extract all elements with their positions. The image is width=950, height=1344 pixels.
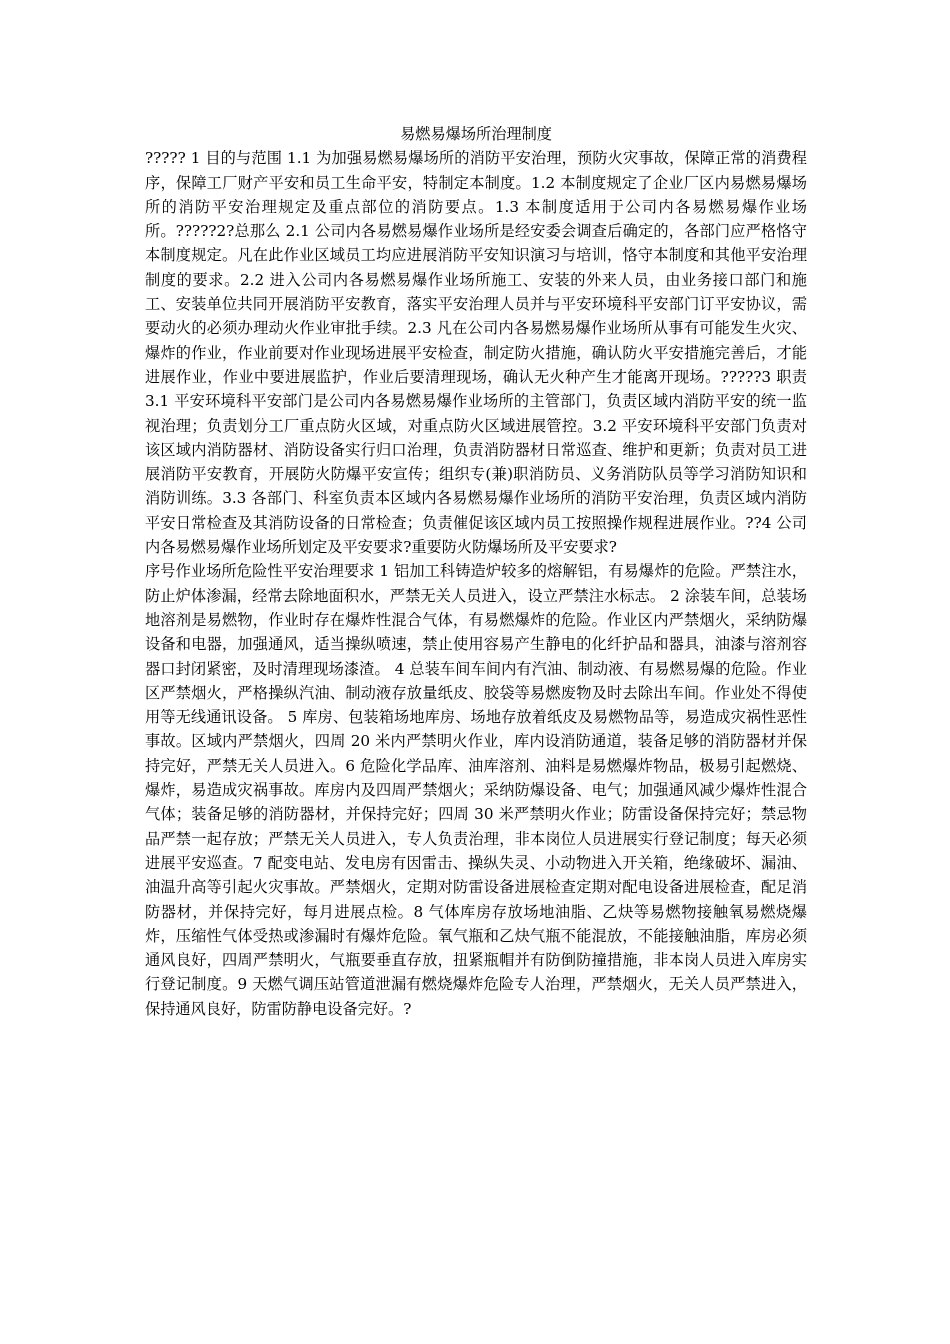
body-paragraph-2: 序号作业场所危险性平安治理要求 1 铝加工科铸造炉较多的熔解铝，有易爆炸的危险。严禁注水，防止炉体渗漏，经常去除地面积水，严禁无关人员进入，设立严禁注水标志。 2 涂装车间，总装场地溶剂是易燃物，作业时存在爆炸性混合气体，有易燃爆炸的危险。作业区内严禁烟火，采纳防爆设备和电器，加强通风，适当操纵喷速，禁止使用容易产生静电的化纤护品和器具，油漆与溶剂容器口封闭紧密，及时清理现场漆渣。 4 总装车间车间内有汽油、制动液、有易燃易爆的危险。作业区严禁烟火，严格操纵汽油、制动液存放量纸皮、胶袋等易燃废物及时去除出车间。作业处不得使用等无线通讯设备。 5 库房、包装箱场地库房、场地存放着纸皮及易燃物品等，易造成灾祸性恶性事故。区域内严禁烟火，四周 20 米内严禁明火作业，库内设消防通道，装备足够的消防器材并保持完好，严禁无关人员进入。6 危险化学品库、油库溶剂、油料是易燃爆炸物品，极易引起燃烧、爆炸，易造成灾祸事故。库房内及四周严禁烟火；采纳防爆设备、电气；加强通风减少爆炸性混合气体；装备足够的消防器材，并保持完好；四周 30 米严禁明火作业；防雷设备保持完好；禁忌物品严禁一起存放；严禁无关人员进入，专人负责治理，非本岗位人员进展实行登记制度；每天必须进展平安巡查。7 配变电站、发电房有因雷击、操纵失灵、小动物进入开关箱，绝缘破坏、漏油、油温升高等引起火灾事故。严禁烟火，定期对防雷设备进展检查定期对配电设备进展检查，配足消防器材，并保持完好，每月进展点检。8 气体库房存放场地油脂、乙炔等易燃物接触氧易燃烧爆炸，压缩性气体受热或渗漏时有爆炸危险。氧气瓶和乙炔气瓶不能混放，不能接触油脂，库房必须通风良好，四周严禁明火，气瓶要垂直存放，扭紧瓶帽并有防倒防撞措施，非本岗人员进入库房实行登记制度。9 天燃气调压站管道泄漏有燃烧爆炸危险专人治理，严禁烟火，无关人员严禁进入，保持通风良好，防雷防静电设备完好。? [145,562,807,1018]
document-page [145,122,807,1021]
document-title: 易燃易爆场所治理制度 [400,125,552,143]
body-paragraph-1: ????? 1 目的与范围 1.1 为加强易燃易爆场所的消防平安治理，预防火灾事故，保障正常的消费程序，保障工厂财产平安和员工生命平安，特制定本制度。1.2 本制度规定了企业厂区内易燃易爆场所的消防平安治理规定及重点部位的消防要点。1.3 本制度适用于公司内各易燃易爆作业场所。?????2?总那么 2.1 公司内各易燃易爆作业场所是经安委会调查后确定的，各部门应严格恪守本制度规定。凡在此作业区域员工均应进展消防平安知识演习与培训，恪守本制度和其他平安治理制度的要求。2.2 进入公司内各易燃易爆作业场所施工、安装的外来人员，由业务接口部门和施工、安装单位共同开展消防平安教育，落实平安治理人员并与平安环境科平安部门订平安协议，需要动火的必须办理动火作业审批手续。2.3 凡在公司内各易燃易爆作业场所从事有可能发生火灾、爆炸的作业，作业前要对作业现场进展平安检查，制定防火措施，确认防火平安措施完善后，才能进展作业，作业中要进展监护，作业后要清理现场，确认无火种产生才能离开现场。?????3 职责 3.1 平安环境科平安部门是公司内各易燃易爆作业场所的主管部门，负责区域内消防平安的统一监视治理；负责划分工厂重点防火区域，对重点防火区域进展管控。3.2 平安环境科平安部门负责对该区域内消防器材、消防设备实行归口治理，负责消防器材日常巡查、维护和更新；负责对员工进展消防平安教育，开展防火防爆平安宣传；组织专(兼)职消防员、义务消防队员等学习消防知识和消防训练。3.3 各部门、科室负责本区域内各易燃易爆作业场所的消防平安治理，负责区域内消防平安日常检查及其消防设备的日常检查；负责催促该区域内员工按照操作规程进展作业。??4 公司内各易燃易爆作业场所划定及平安要求?重要防火防爆场所及平安要求? [145,149,807,557]
